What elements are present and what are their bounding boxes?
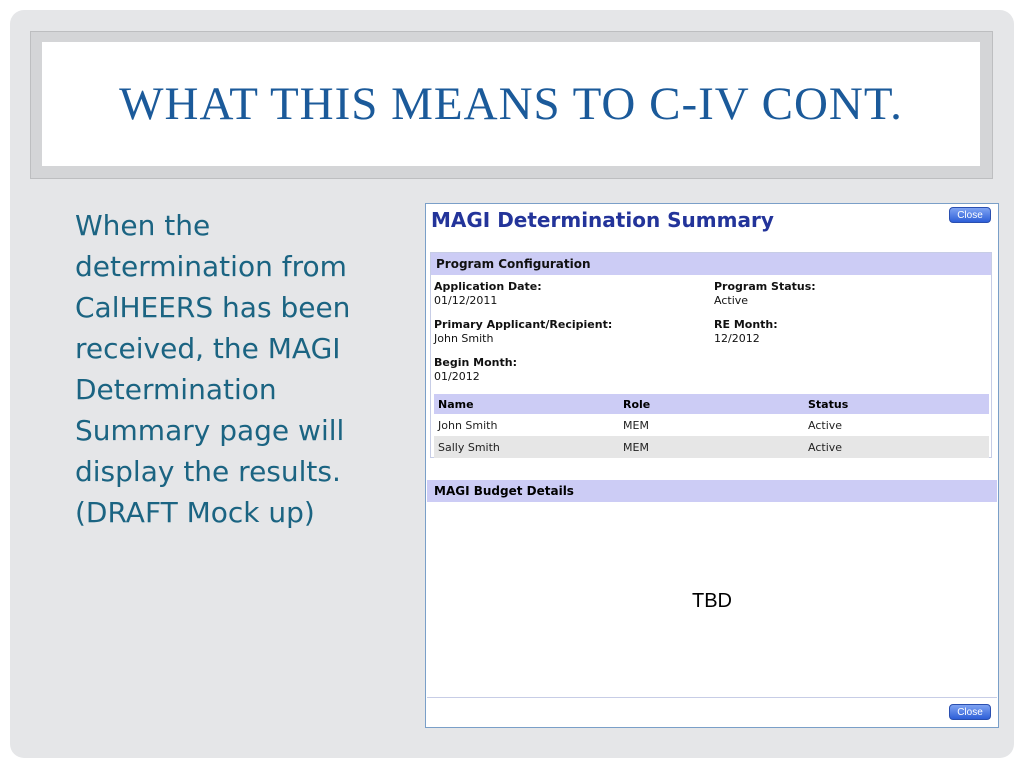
column-header-status: Status: [804, 394, 989, 414]
member-status: Active: [808, 418, 843, 432]
member-role: MEM: [619, 436, 804, 458]
re-month-value: 12/2012: [714, 332, 760, 345]
begin-month-field: [434, 356, 517, 384]
magi-summary-window: [425, 203, 999, 728]
member-name: John Smith: [438, 418, 498, 432]
re-month-label: RE Month:: [714, 318, 778, 331]
budget-placeholder-text: TBD: [692, 590, 732, 612]
application-date-value: 01/12/2011: [434, 294, 498, 307]
close-button-bottom[interactable]: Close: [949, 704, 991, 720]
re-month-field: [714, 318, 778, 346]
slide-title: WHAT THIS MEANS TO C-IV CONT.: [119, 78, 903, 130]
table-row: [434, 436, 989, 458]
member-status: Active: [804, 436, 989, 458]
begin-month-label: Begin Month:: [434, 356, 517, 369]
members-table: [434, 394, 989, 458]
program-configuration-section: [430, 252, 992, 458]
slide-body-text: When the determination from CalHEERS has been received, the MAGI Determination Summary page will display the results. (DRAFT Mock up): [75, 209, 351, 529]
magi-budget-details-header: MAGI Budget Details: [427, 480, 997, 502]
window-title: MAGI Determination Summary: [431, 208, 774, 232]
program-status-field: [714, 280, 816, 308]
begin-month-value: 01/2012: [434, 370, 480, 383]
column-header-role: Role: [619, 394, 804, 414]
application-date-field: [434, 280, 542, 308]
primary-applicant-label: Primary Applicant/Recipient:: [434, 318, 613, 331]
program-status-value: Active: [714, 294, 749, 307]
application-date-label: Application Date:: [434, 280, 542, 293]
program-status-label: Program Status:: [714, 280, 816, 293]
members-table-header: [434, 394, 989, 414]
primary-applicant-value: John Smith: [434, 332, 494, 345]
close-button-top[interactable]: Close: [949, 207, 991, 223]
column-header-name: Name: [434, 394, 619, 414]
member-name: Sally Smith: [434, 436, 619, 458]
program-configuration-header: Program Configuration: [431, 253, 991, 275]
member-role: MEM: [623, 418, 649, 432]
table-row: [434, 414, 989, 436]
primary-applicant-field: [434, 318, 612, 346]
